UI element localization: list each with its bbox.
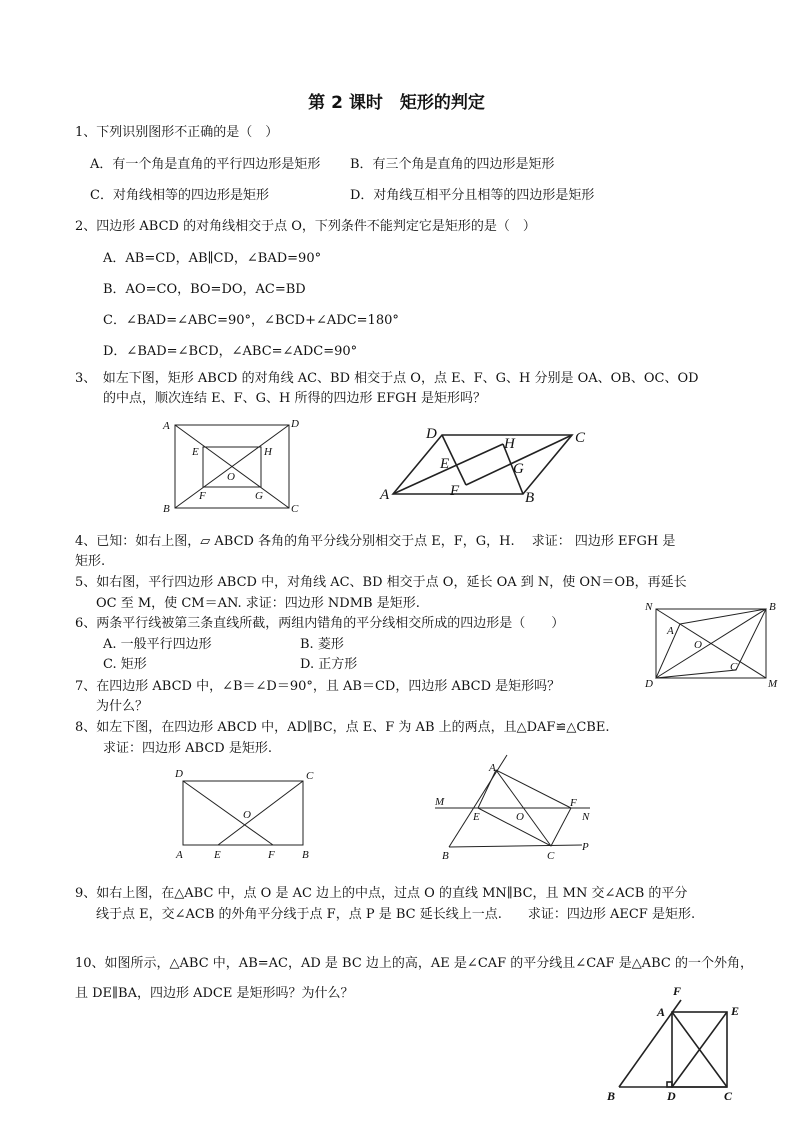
q10-line1: 10、如图所示，△ABC 中，AB=AC，AD 是 BC 边上的高，AE 是∠CAF 的平分线且∠CAF 是△ABC 的一个外角， [75,956,753,971]
q1-option-b: B．有三个角是直角的四边形是矩形 [350,157,555,172]
q9-line2: 线于点 E，交∠ACB 的外角平分线于点 F，点 P 是 BC 延长线上一点. 求证：四边形 AECF 是矩形. [96,907,696,922]
label-g: G [255,490,263,502]
label-b: B [769,601,776,613]
q7-line1: 7、在四边形 ABCD 中，∠B＝∠D＝90°，且 AB＝CD，四边形 ABCD 是矩形吗？ [75,679,561,694]
label-p: P [582,841,589,853]
label-e: E [214,849,221,861]
label-g: G [513,461,524,477]
label-d: D [426,426,437,442]
q9-line1: 9、如右上图，在△ABC 中，点 O 是 AC 边上的中点，过点 O 的直线 MN∥BC，且 MN 交∠ACB 的平分 [75,886,688,901]
label-n: N [645,601,653,613]
label-d: D [645,678,653,690]
label-f: F [570,797,577,809]
label-e: E [440,456,450,472]
right-angle-mark [667,1082,672,1087]
label-c: C [575,430,586,446]
label-d: D [175,768,183,780]
q3-line1: 3、 如左下图，矩形 ABCD 的对角线 AC、BD 相交于点 O，点 E、F、G、H 分别是 OA、OB、OC、OD [75,371,699,386]
label-a: A [380,487,390,503]
label-b: B [302,849,309,861]
label-b: B [442,850,449,862]
page-title: 第 2 课时 矩形的判定 [308,93,485,113]
q6-option-a: A. 一般平行四边形 [103,637,212,652]
label-a: A [176,849,183,861]
label-h: H [264,446,272,458]
q6-option-c: C. 矩形 [103,657,147,672]
q5-line2: OC 至 M，使 CM＝AN. 求证：四边形 NDMB 是矩形. [96,596,420,611]
label-m: M [435,796,445,808]
label-e: E [473,811,480,823]
label-h: H [504,436,515,452]
label-c: C [724,1089,733,1103]
label-d: D [667,1089,676,1103]
q8-line1: 8、如左下图，在四边形 ABCD 中，AD∥BC，点 E、F 为 AB 上的两点，且△DAF≌△CBE. [75,720,610,735]
q1-option-a: A．有一个角是直角的平行四边形是矩形 [90,157,321,172]
q2-stem: 2、四边形 ABCD 的对角线相交于点 O，下列条件不能判定它是矩形的是（ ） [75,219,536,234]
label-b: B [525,490,535,506]
label-e: E [731,1004,740,1018]
q8-line2: 求证：四边形 ABCD 是矩形. [103,741,272,756]
label-a: A [667,625,674,637]
q2-option-c: C．∠BAD=∠ABC=90°，∠BCD+∠ADC=180° [103,313,399,328]
label-c: C [291,503,299,515]
label-a: A [657,1005,666,1019]
label-b: B [607,1089,616,1103]
label-o: O [227,471,235,483]
q10-line2: 且 DE∥BA，四边形 ADCE 是矩形吗？为什么？ [75,986,354,1001]
label-c: C [547,850,555,862]
label-m: M [768,678,778,690]
q6-option-b: B. 菱形 [300,637,344,652]
label-c: C [730,661,738,673]
q2-option-a: A．AB=CD，AB∥CD，∠BAD=90° [103,251,322,266]
q4-line2: 矩形. [75,554,106,569]
q1-stem: 1、下列识别图形不正确的是（ ） [75,125,279,140]
label-f: F [450,483,460,499]
q6-option-d: D. 正方形 [300,657,358,672]
q3-line2: 的中点，顺次连结 E、F、G、H 所得的四边形 EFGH 是矩形吗？ [103,391,486,406]
q2-option-d: D．∠BAD=∠BCD，∠ABC=∠ADC=90° [103,344,358,359]
label-o: O [694,639,702,651]
label-o: O [243,809,251,821]
q6-stem: 6、两条平行线被第三条直线所截，两组内错角的平分线相交所成的四边形是（ ） [75,616,565,631]
label-n: N [582,811,590,823]
label-b: B [163,503,170,515]
q2-option-b: B．AO=CO，BO=DO，AC=BD [103,282,306,297]
label-o: O [516,811,524,823]
q7-line2: 为什么？ [96,699,149,714]
label-d: D [291,418,299,430]
q1-option-d: D．对角线互相平分且相等的四边形是矩形 [350,188,595,203]
label-c: C [306,770,314,782]
label-a: A [163,420,170,432]
q5-line1: 5、如右图，平行四边形 ABCD 中，对角线 AC、BD 相交于点 O，延长 OA 到 N，使 ON＝OB，再延长 [75,575,687,590]
label-e: E [192,446,199,458]
label-f: F [268,849,275,861]
label-f: F [673,984,682,998]
label-f: F [199,490,206,502]
q1-option-c: C．对角线相等的四边形是矩形 [90,188,269,203]
q4-line1: 4、已知：如右上图，▱ ABCD 各角的角平分线分别相交于点 E，F，G，H. 求证： 四边形 EFGH 是 [75,534,676,549]
label-a: A [489,762,496,774]
